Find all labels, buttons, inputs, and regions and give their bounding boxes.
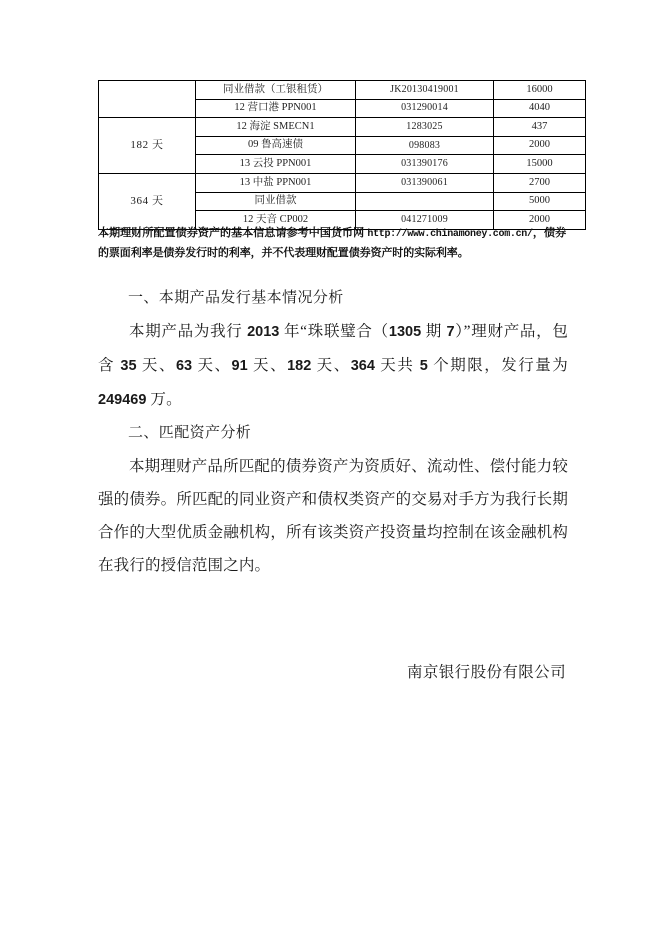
term-63: 63 [175,358,193,374]
term-group-label [99,81,196,118]
asset-code-cell [356,192,494,211]
para-text: 个期限，发行量为 [427,357,568,374]
para-text: 年“珠联璧合（ [279,323,389,340]
asset-code-cell: 041271009 [356,211,494,230]
asset-amount-cell: 2700 [494,173,586,192]
asset-name-cell: 13 中盐 PPN001 [196,173,356,192]
issue-year: 2013 [247,324,280,340]
asset-code-cell: 031290014 [356,99,494,118]
para-text: 天、 [192,357,232,374]
asset-code-cell: JK20130419001 [356,81,494,100]
term-364: 364 [350,358,375,374]
asset-name-cell: 12 天音 CP002 [196,211,356,230]
asset-name-cell: 09 鲁高速债 [196,136,356,155]
asset-amount-cell: 4040 [494,99,586,118]
section-two-paragraph: 本期理财产品所匹配的债券资产为资质好、流动性、偿付能力较强的债券。所匹配的同业资产和债权类资产的交易对手方为我行长期合作的大型优质金融机构，所有该类资产投资量均控制在该金融机构在我行的授信范围之内。 [98,458,568,574]
note-text-before-url: 本期理财所配置债券资产的基本信息请参考中国货币网 [98,227,368,239]
disclosure-note [98,224,566,262]
table-row [99,118,586,137]
asset-code-cell: 031390176 [356,155,494,174]
table-body [99,81,586,230]
asset-amount-cell: 5000 [494,192,586,211]
para-text: 天、 [247,357,288,374]
para-text: 期 [421,323,447,340]
asset-amount-cell: 437 [494,118,586,137]
asset-name-cell: 13 云投 PPN001 [196,155,356,174]
term-182: 182 [287,358,312,374]
chinamoney-url: http://www.chinamoney.com.cn/ [367,229,533,240]
asset-name-cell: 12 营口港 PPN001 [196,99,356,118]
section-one-heading: 一、本期产品发行基本情况分析 [128,290,344,306]
asset-name-cell: 12 海淀 SMECN1 [196,118,356,137]
asset-amount-cell: 16000 [494,81,586,100]
term-35: 35 [120,358,137,374]
issue-volume: 249469 [98,392,147,408]
section-one-paragraph [98,315,568,417]
para-text: ）”理财产品，包含 [98,323,568,374]
term-count: 5 [419,358,428,374]
asset-amount-cell: 15000 [494,155,586,174]
company-signature: 南京银行股份有限公司 [406,664,566,681]
asset-code-cell: 1283025 [356,118,494,137]
term-group-label-182: 182 天 [99,118,196,174]
para-text: 天、 [136,357,176,374]
note-text-after-url: ，债券的票面利率是债券发行时的利率，并不代表理财配置债券资产时的实际利率。 [98,227,566,259]
para-text: 万。 [146,391,182,408]
term-91: 91 [231,358,248,374]
product-issue-number: 7 [446,324,455,340]
term-group-label-364: 364 天 [99,173,196,229]
asset-code-cell: 031390061 [356,173,494,192]
para-text: 天共 [374,357,420,374]
para-text: 本期产品为我行 [129,323,248,340]
product-issue: 1305 [388,324,422,340]
body-content [98,282,568,582]
asset-amount-cell: 2000 [494,136,586,155]
table-row [99,173,586,192]
asset-code-cell: 098083 [356,136,494,155]
asset-amount-cell: 2000 [494,211,586,230]
matched-assets-table [98,80,586,230]
section-two-heading: 二、匹配资产分析 [128,425,252,441]
asset-name-cell: 同业借款 [196,192,356,211]
para-text: 天、 [311,357,351,374]
table-row [99,81,586,100]
asset-name-cell: 同业借款（工银租赁） [196,81,356,100]
